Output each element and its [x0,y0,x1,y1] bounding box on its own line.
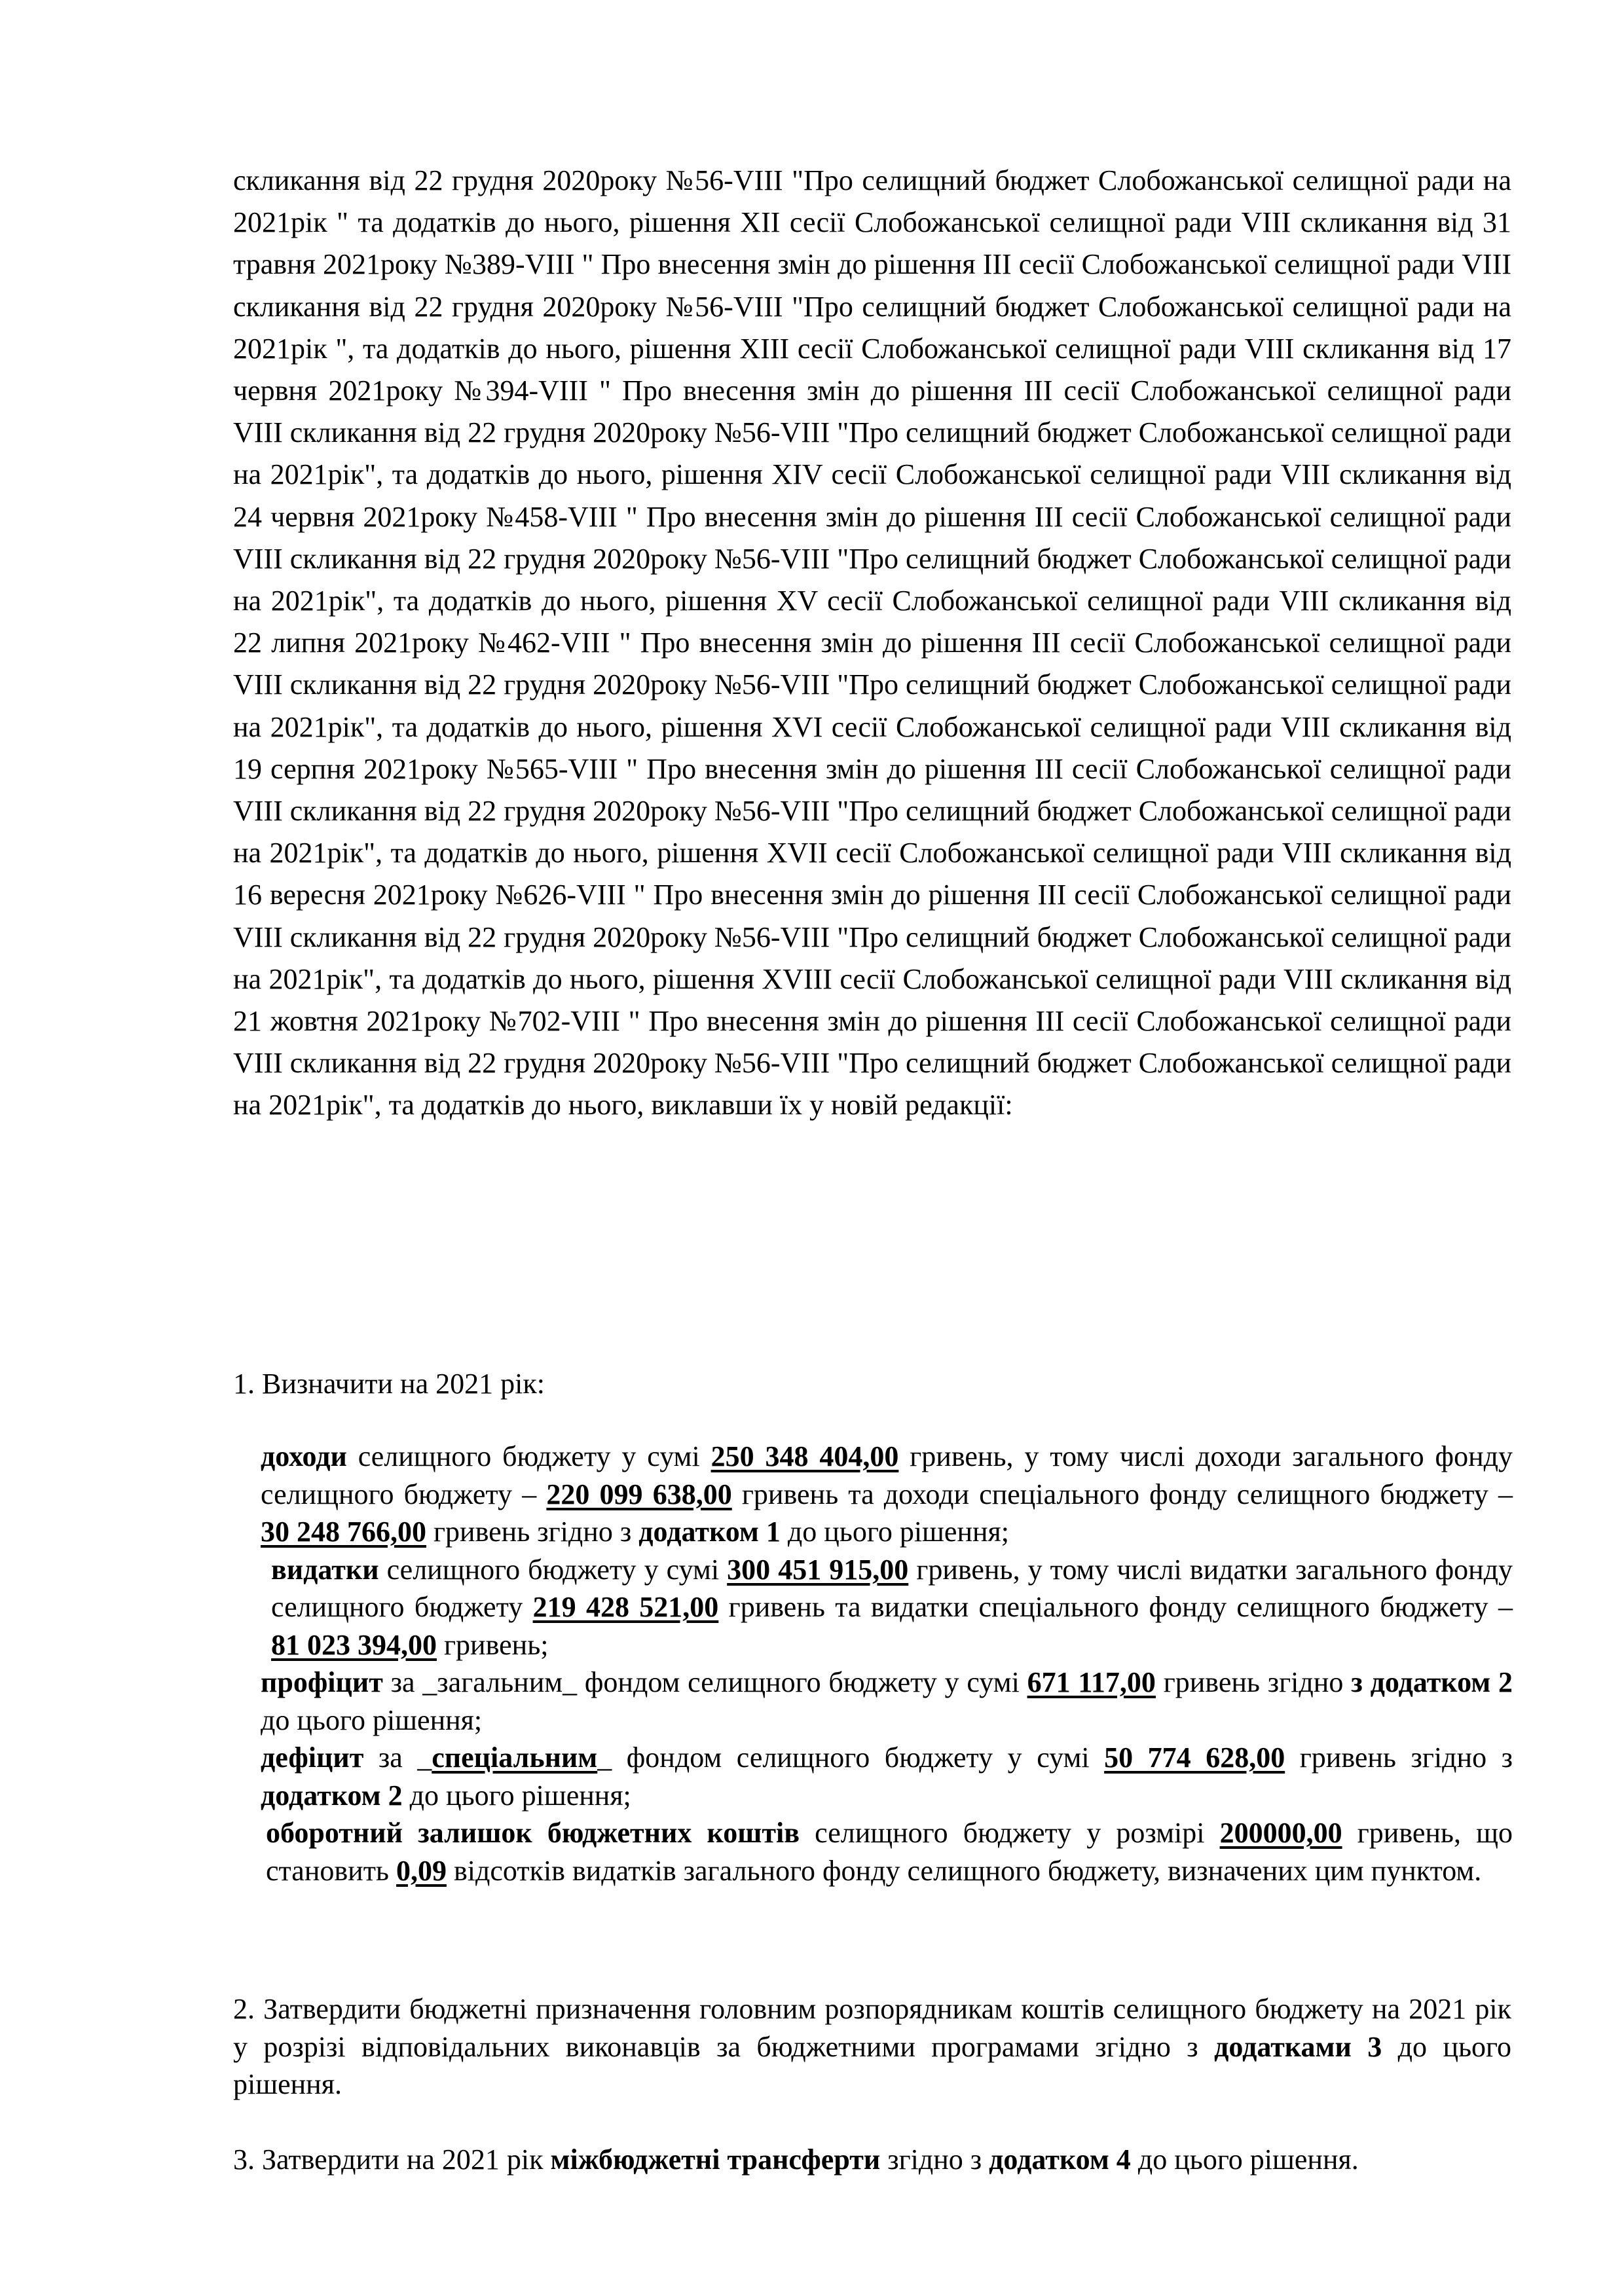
deficit-amount: 50 774 628,00 [1104,1741,1285,1774]
section-3-paragraph: 3. Затвердити на 2021 рік міжбюджетні трансферти згідно з додатком 4 до цього рішення. [233,2143,1359,2176]
surplus-lead: профіцит [261,1666,383,1698]
section-2-annex: додатками 3 [1214,2030,1382,2063]
surplus-fund: _загальним_ [422,1666,578,1698]
deficit-item: дефіцит за _спеціальним_ фондом селищного бюджету у сумі 50 774 628,00 гривень згідно з додатком 2 до цього рішення; [261,1741,1513,1812]
reserve-percent: 0,09 [396,1854,447,1887]
income-annex: додатком 1 [638,1516,781,1548]
income-item: доходи селищного бюджету у сумі 250 348 404,00 гривень, у тому числі доходи загального фонду селищного бюджету – 220 099 638,00 гривень та доходи спеціального фонду селищного бюджету – 30 248 766,00 гривень згідно з додатком 1 до цього рішення; [261,1440,1513,1548]
expenses-special: 81 023 394,00 [271,1628,437,1661]
section-3-annex: додатком 4 [989,2143,1131,2176]
section-1-heading: 1. Визначити на 2021 рік: [233,1368,545,1400]
section-2-paragraph: 2. Затвердити бюджетні призначення головним розпорядникам коштів селищного бюджету на 2021 рік у розрізі відповідальних виконавців за бюджетними програмами згідно з додатками 3 до цього рішення. [233,1993,1512,2100]
section-3-bold: міжбюджетні трансферти [550,2143,881,2176]
reserve-amount: 200000,00 [1219,1817,1342,1849]
intro-paragraph: скликання від 22 грудня 2020року №56-VIII "Про селищний бюджет Слобожанської селищної ради на 2021рік " та додатків до нього, рішення XII сесії Слобожанської селищної ради VIII скликання від 31 травня 2021року №389-VIII " Про внесення змін до рішення III сесії Слобожанської селищної ради VIII скликання від 22 грудня 2020року №56-VIII "Про селищний бюджет Слобожанської селищної ради на 2021рік ", та додатків до нього, рішення XIII сесії Слобожанської селищної ради VIII скликання від 17 червня 2021року №394-VIII " Про внесення змін до рішення III сесії Слобожанської селищної ради VIII скликання від 22 грудня 2020року №56-VIII "Про селищний бюджет Слобожанської селищної ради на 2021рік", та додатків до нього, рішення XIV сесії Слобожанської селищної ради VIII скликання від 24 червня 2021року №458-VIII " Про внесення змін до рішення III сесії Слобожанської селищної ради VIII скликання від 22 грудня 2020року №56-VIII "Про селищний бюджет Слобожанської селищної ради на 2021рік", та додатків до нього, рішення XV сесії Слобожанської селищної ради VIII скликання від 22 липня 2021року №462-VIII " Про внесення змін до рішення III сесії Слобожанської селищної ради VIII скликання від 22 грудня 2020року №56-VIII "Про селищний бюджет Слобожанської селищної ради на 2021рік", та додатків до нього, рішення XVI сесії Слобожанської селищної ради VIII скликання від 19 серпня 2021року №565-VIII " Про внесення змін до рішення III сесії Слобожанської селищної ради VIII скликання від 22 грудня 2020року №56-VIII "Про селищний бюджет Слобожанської селищної ради на 2021рік", та додатків до нього, рішення XVII сесії Слобожанської селищної ради VIII скликання від 16 вересня 2021року №626-VIII " Про внесення змін до рішення III сесії Слобожанської селищної ради VIII скликання від 22 грудня 2020року №56-VIII "Про селищний бюджет Слобожанської селищної ради на 2021рік", та додатків до нього, рішення XVIII сесії Слобожанської селищної ради VIII скликання від 21 жовтня 2021року №702-VIII " Про внесення змін до рішення III сесії Слобожанської селищної ради VIII скликання від 22 грудня 2020року №56-VIII "Про селищний бюджет Слобожанської селищної ради на 2021рік", та додатків до нього, виклавши їх у новій редакції: [233,164,1511,1121]
income-special: 30 248 766,00 [261,1516,426,1548]
income-general: 220 099 638,00 [546,1478,732,1510]
expenses-general: 219 428 521,00 [532,1591,719,1623]
surplus-amount: 671 117,00 [1027,1666,1156,1698]
deficit-fund: спеціальним [432,1741,598,1774]
expenses-item: видатки селищного бюджету у сумі 300 451 915,00 гривень, у тому числі видатки загального фонду селищного бюджету 219 428 521,00 гривень та видатки спеціального фонду селищного бюджету – 81 023 394,00 гривень; [271,1553,1513,1661]
deficit-lead: дефіцит [261,1741,364,1774]
income-lead: доходи [261,1440,347,1472]
expenses-lead: видатки [271,1553,379,1586]
surplus-annex: з додатком 2 [1351,1666,1513,1698]
reserve-lead: оборотний залишок бюджетних коштів [266,1817,800,1849]
surplus-item: профіцит за _загальним_ фондом селищного бюджету у сумі 671 117,00 гривень згідно з додатком 2 до цього рішення; [261,1666,1513,1736]
reserve-item: оборотний залишок бюджетних коштів селищного бюджету у розмірі 200000,00 гривень, що становить 0,09 відсотків видатків загального фонду селищного бюджету, визначених цим пунктом. [266,1817,1513,1887]
expenses-total: 300 451 915,00 [727,1553,909,1586]
income-total: 250 348 404,00 [710,1440,899,1472]
deficit-annex: додатком 2 [261,1779,403,1812]
budget-items [261,1438,1513,1889]
